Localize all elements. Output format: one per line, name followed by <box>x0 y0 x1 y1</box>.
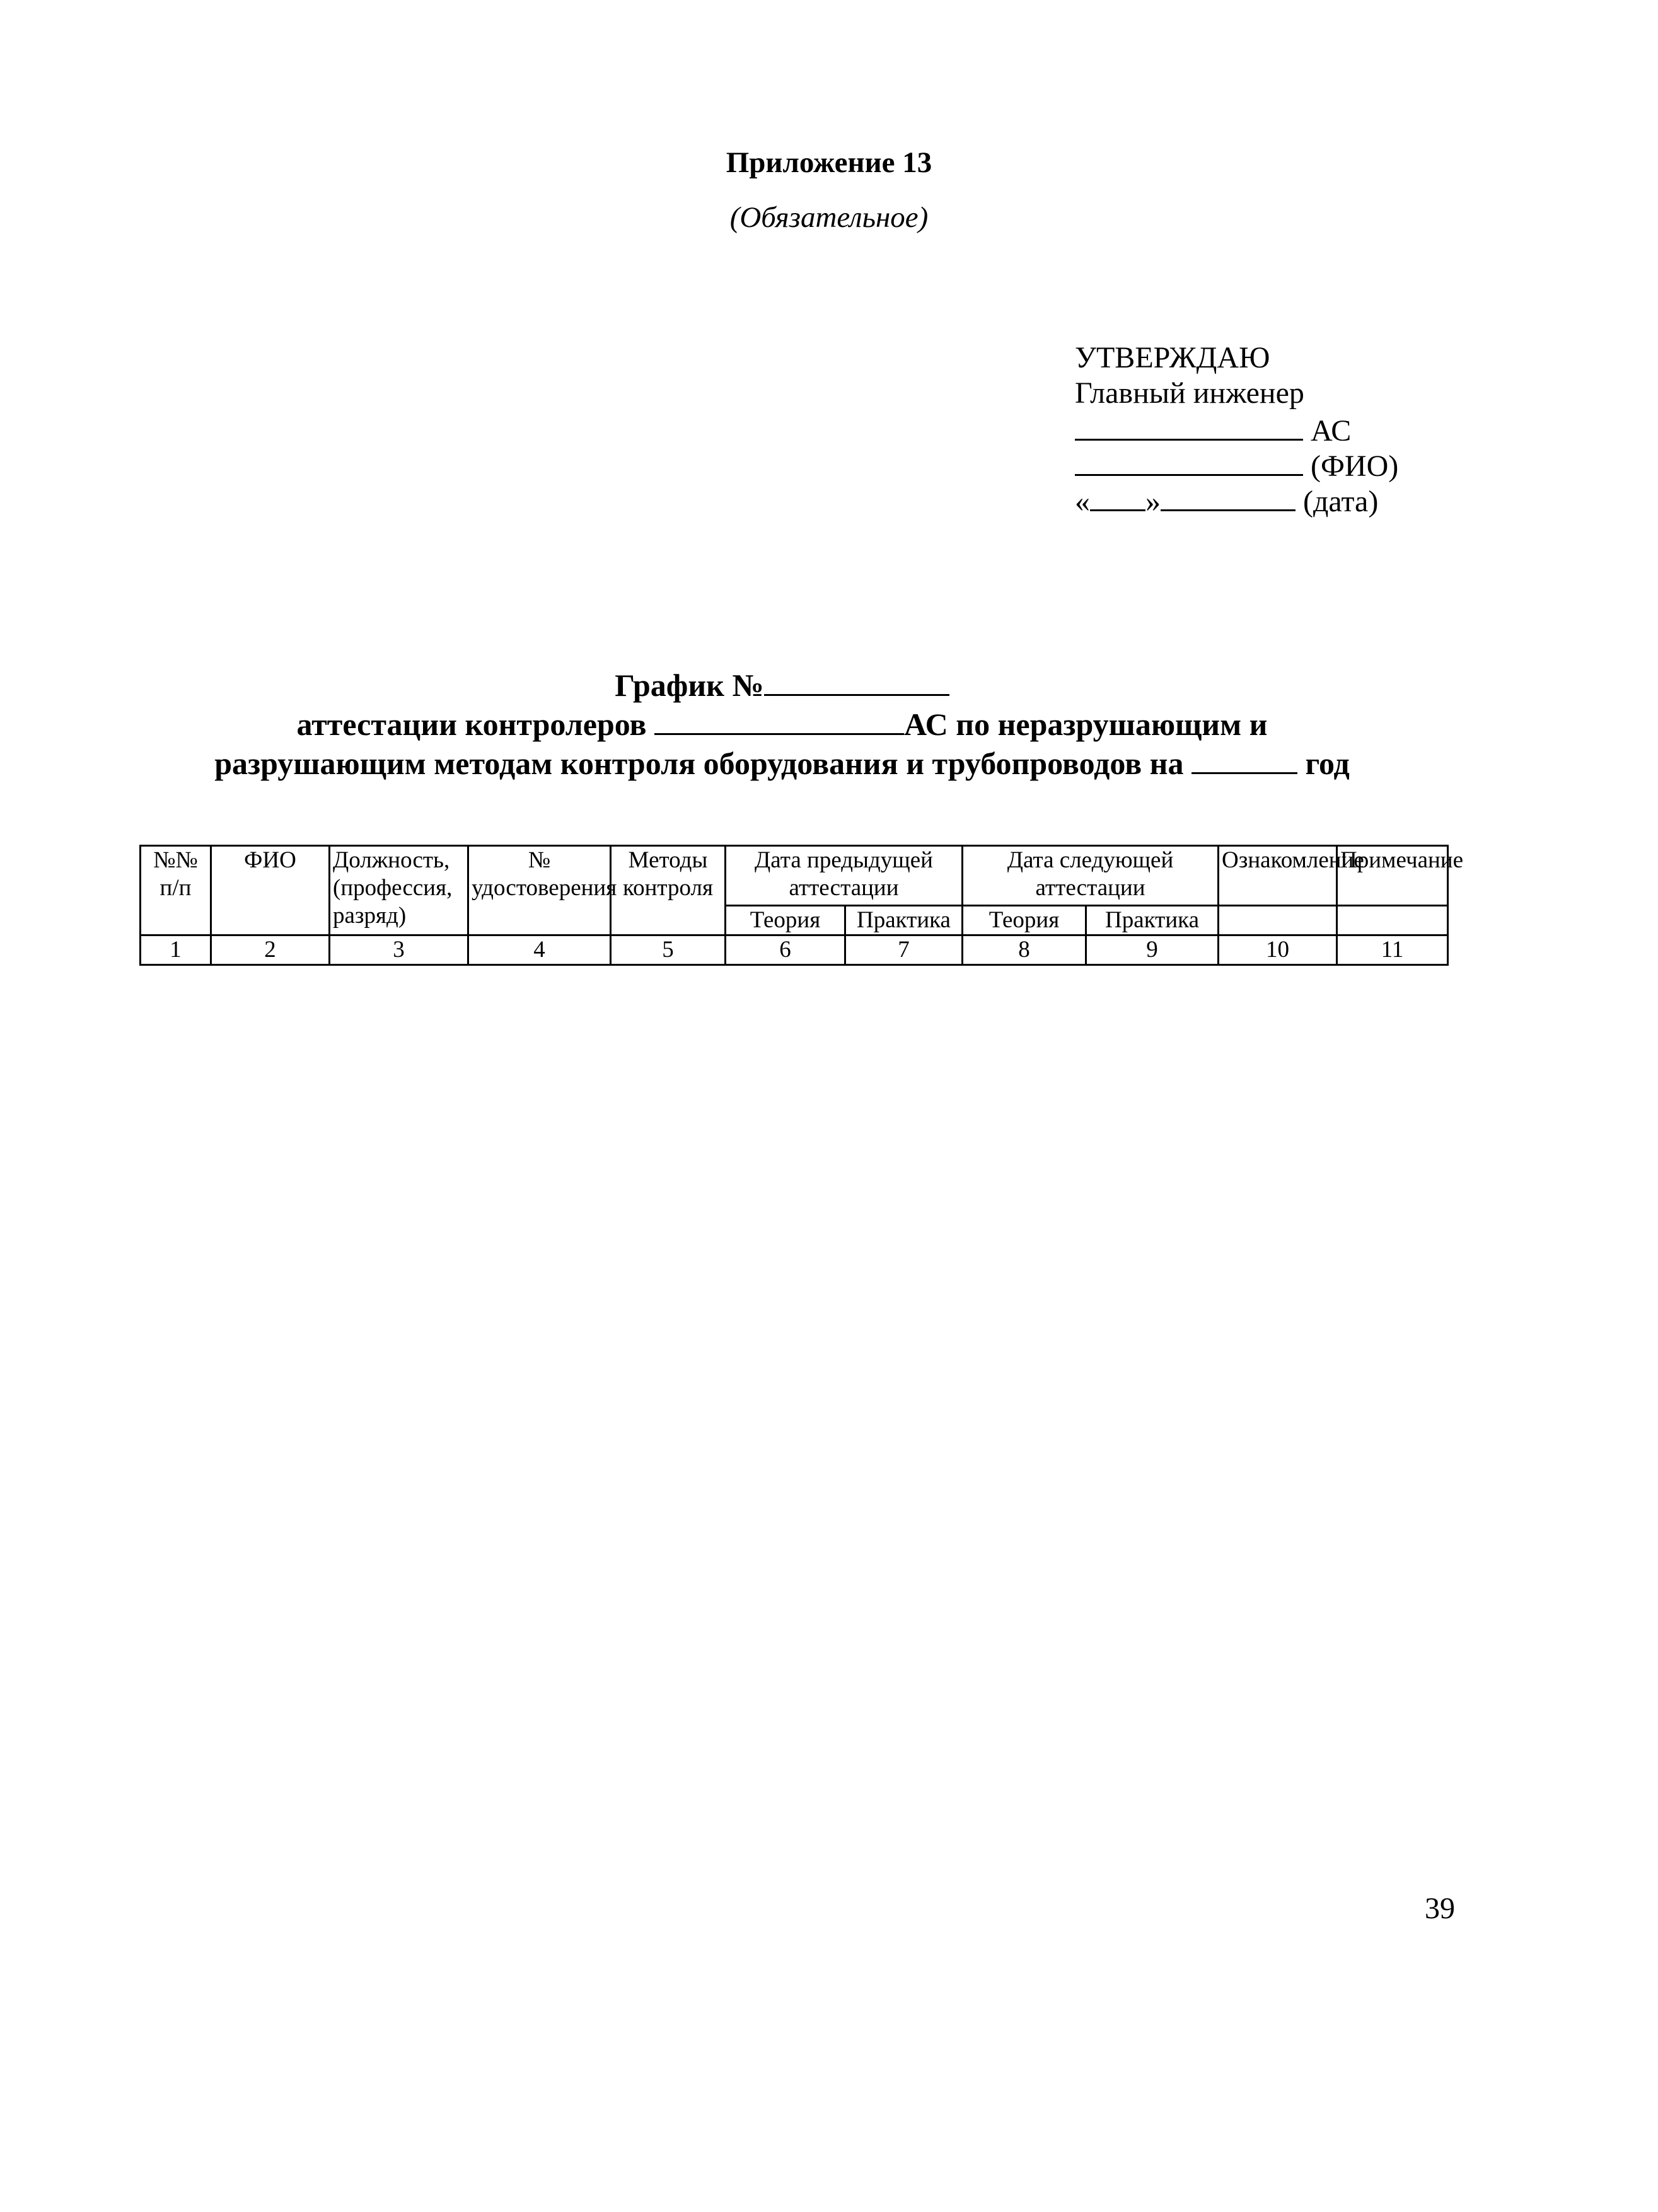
schedule-line2-start: аттестации контролеров <box>296 707 647 742</box>
month-year-blank <box>1161 482 1296 511</box>
schedule-line3-start: разрушающим методам контроля оборудования и трубопроводов на <box>214 746 1184 781</box>
column-number: 7 <box>845 935 963 965</box>
approval-block <box>1075 340 1398 517</box>
schedule-line3-end: год <box>1305 746 1350 781</box>
page-number: 39 <box>1425 1892 1455 1925</box>
approver-fio-line <box>1075 446 1398 482</box>
header-prev-date: Дата предыдущей аттестации <box>726 846 963 906</box>
subheader-theory-prev: Теория <box>726 906 845 935</box>
column-number: 4 <box>468 935 611 965</box>
header-note: Примечание <box>1337 846 1448 906</box>
header-fio: ФИО <box>211 846 330 935</box>
appendix-status: (Обязательное) <box>729 201 929 234</box>
table-header-row <box>141 846 1448 906</box>
subheader-ack-empty <box>1219 906 1337 935</box>
column-number: 1 <box>141 935 211 965</box>
column-number: 2 <box>211 935 330 965</box>
org-suffix: АС <box>1311 414 1352 448</box>
date-open-quote: « <box>1075 485 1090 518</box>
column-number: 10 <box>1219 935 1337 965</box>
header-num: №№ п/п <box>141 846 211 935</box>
column-number-row <box>141 935 1448 965</box>
fio-label: (ФИО) <box>1311 449 1399 483</box>
column-number: 3 <box>330 935 468 965</box>
schedule-number-label: График № <box>615 668 764 703</box>
header-next-date: Дата следующей аттестации <box>963 846 1219 906</box>
date-label: (дата) <box>1303 485 1379 518</box>
subheader-practice-next: Практика <box>1086 906 1219 935</box>
appendix-title: Приложение 13 <box>726 146 932 179</box>
year-blank <box>1191 743 1297 774</box>
org-blank <box>1075 411 1303 441</box>
subheader-theory-next: Теория <box>963 906 1086 935</box>
approve-word: УТВЕРЖДАЮ <box>1075 341 1270 374</box>
schedule-title-line2 <box>0 704 1564 743</box>
approval-date-line <box>1075 482 1398 517</box>
date-close-quote: » <box>1145 485 1161 518</box>
header-position: Должность, (профессия, разряд) <box>330 846 468 935</box>
schedule-title-line1 <box>0 665 1564 704</box>
schedule-title-line3 <box>0 743 1564 782</box>
column-number: 5 <box>611 935 726 965</box>
column-number: 11 <box>1337 935 1448 965</box>
column-number: 8 <box>963 935 1086 965</box>
header-acknowledgement: Ознакомление <box>1219 846 1337 906</box>
attestation-table <box>139 845 1464 966</box>
fio-blank <box>1075 446 1303 476</box>
schedule-title <box>0 665 1564 782</box>
schedule-number-blank <box>764 665 949 696</box>
organization-blank <box>654 704 904 735</box>
subheader-note-empty <box>1337 906 1448 935</box>
schedule-line2-end: АС по неразрушающим и <box>904 707 1268 742</box>
day-blank <box>1090 482 1145 511</box>
header-methods: Методы контроля <box>611 846 726 935</box>
approver-org-line <box>1075 411 1398 446</box>
column-number: 9 <box>1086 935 1219 965</box>
approver-position: Главный инженер <box>1075 376 1304 410</box>
column-number: 6 <box>726 935 845 965</box>
subheader-practice-prev: Практика <box>845 906 963 935</box>
header-certificate: № удостоверения <box>468 846 611 935</box>
